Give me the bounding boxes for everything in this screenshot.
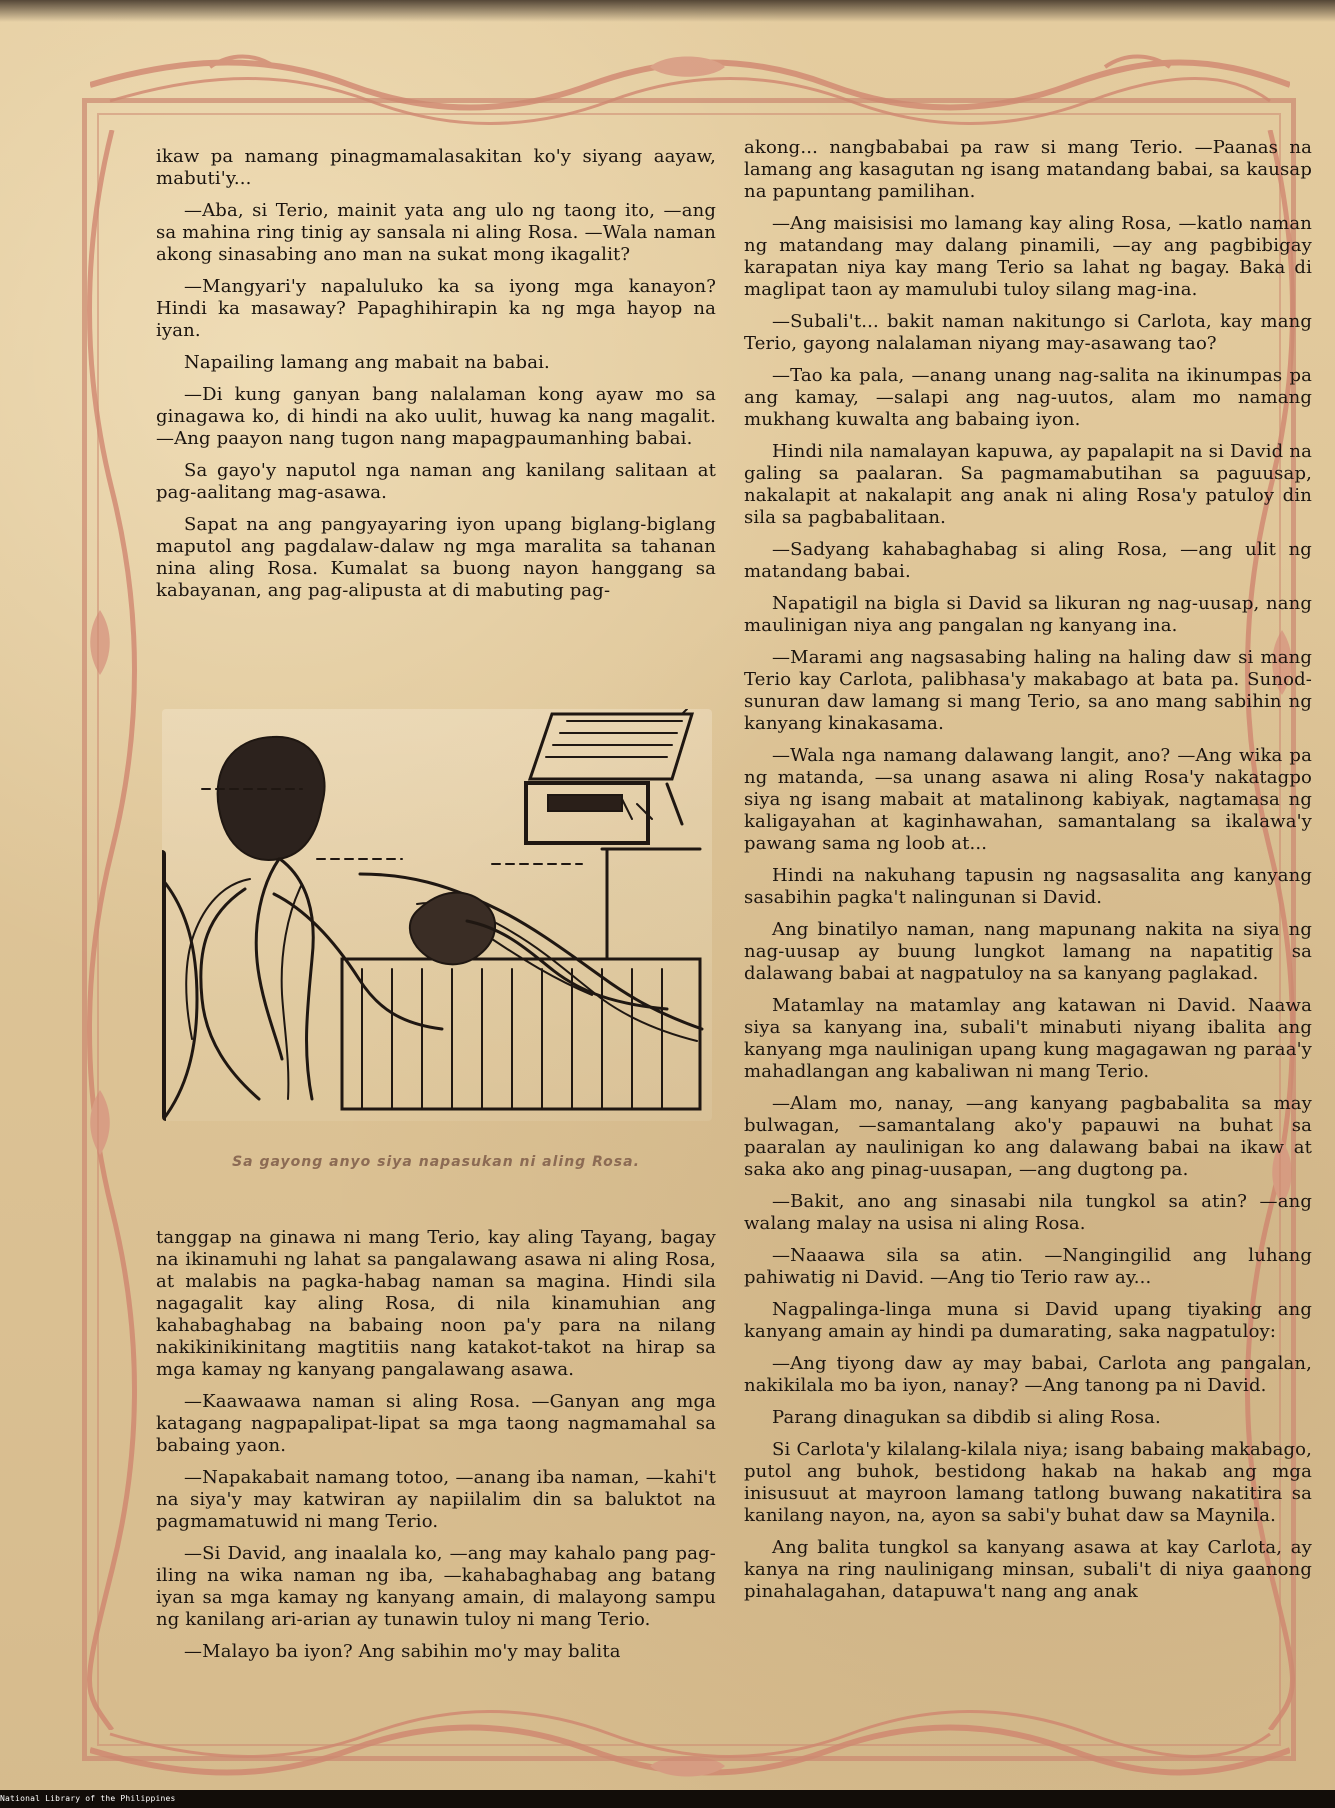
right-paragraph-6: —Sadyang kahabaghabag si aling Rosa, —ang ulit ng matandang babai. <box>744 539 1312 582</box>
left-continued-paragraph-2: —Kaawaawa naman si aling Rosa. —Ganyan ang mga katagang nagpapalipat-lipat sa mga taong nagmamahal sa babaing yaon. <box>156 1391 716 1456</box>
right-paragraph-16: Nagpalinga-linga muna si David upang tiyaking ang kanyang amain ay hindi pa dumarating, saka nagpatuloy: <box>744 1299 1312 1342</box>
right-paragraph-13: —Alam mo, nanay, —ang kanyang pagbabalita sa may bulwagan, —samantalang ako'y papauwi na buhat sa paaralan ay naulinigan ko ang dalawang babai na ikaw at saka ako ang pinag-uusapan, —ang dugtong pa. <box>744 1093 1312 1180</box>
right-paragraph-4: —Tao ka pala, —anang unang nag-salita na ikinumpas pa ang kamay, —salapi ang nag-uutos, alam mo namang mukhang kuwalta ang babaing iyon. <box>744 365 1312 430</box>
right-paragraph-10: Hindi na nakuhang tapusin ng nagsasalita ang kanyang sasabihin pagka't nalingunan si David. <box>744 865 1312 908</box>
left-continued-paragraph-3: —Napakabait namang totoo, —anang iba naman, —kahi't na siya'y may katwiran ay napiilalim din sa baluktot na pagmamatuwid ni mang Terio. <box>156 1467 716 1532</box>
right-paragraph-20: Ang balita tungkol sa kanyang asawa at kay Carlota, ay kanya na ring naulinigang minsan, subali't di niya gaanong pinahalagahan, datapuwa't nang ang anak <box>744 1537 1312 1602</box>
left-paragraph-6: Sa gayo'y naputol nga naman ang kanilang salitaan at pag-aalitang mag-asawa. <box>156 460 716 503</box>
right-paragraph-11: Ang binatilyo naman, nang mapunang nakita na siya ng nag-uusap ay buung lungkot lamang na napatitig sa dalawang babai at nagpatuloy na sa kanyang paglakad. <box>744 919 1312 984</box>
top-shadow <box>0 0 1335 22</box>
illustration-scene <box>162 709 712 1121</box>
right-column <box>744 137 1312 1613</box>
left-continued-paragraph-1: tanggap na ginawa ni mang Terio, kay aling Tayang, bagay na ikinamuhi ng lahat sa pangalawang asawa ni aling Rosa, at malabis na pagka-habag naman sa magina. Hindi sila nagagalit kay aling Rosa, di nila kinamuhian ang kahabaghabag na babaing noon pa'y para na nilang nakikinikinitang magtitiis nang katakot-takot na hirap sa mga kamay ng kanyang pangalawang asawa. <box>156 1227 716 1380</box>
right-paragraph-1: akong... nangbababai pa raw si mang Terio. —Paanas na lamang ang kasagutan ng isang matandang babai, sa kausap na papuntang pamilihan. <box>744 137 1312 202</box>
right-paragraph-2: —Ang maisisisi mo lamang kay aling Rosa, —katlo naman ng matandang may dalang pinamili, —ay ang pagbibigay karapatan niya kay mang Terio sa lahat ng bagay. Baka di maglipat taon ay mamulubi tuloy silang mag-ina. <box>744 213 1312 300</box>
right-paragraph-9: —Wala nga namang dalawang langit, ano? —Ang wika pa ng matanda, —sa unang asawa ni aling Rosa'y nakatagpo siya ng isang mabait at matalinong kabiyak, nagtamasa ng kaligayahan at kaginhawahan, samantalang sa ikalawa'y pawang sama ng loob at... <box>744 745 1312 854</box>
left-continued-paragraph-5: —Malayo ba iyon? Ang sabihin mo'y may balita <box>184 1641 621 1662</box>
right-paragraph-7: Napatigil na bigla si David sa likuran ng nag-uusap, nang maulinigan niya ang pangalan ng kanyang ina. <box>744 593 1312 636</box>
left-paragraph-1: ikaw pa namang pinagmamalasakitan ko'y siyang aayaw, mabuti'y... <box>156 146 716 189</box>
right-paragraph-17: —Ang tiyong daw ay may babai, Carlota ang pangalan, nakikilala mo ba iyon, nanay? —Ang tanong pa ni David. <box>744 1353 1312 1396</box>
left-paragraph-3: —Mangyari'y napaluluko ka sa iyong mga kanayon? Hindi ka masaway? Papaghihirapin ka ng mga hayop na iyan. <box>156 276 716 341</box>
right-paragraph-5: Hindi nila namalayan kapuwa, ay papalapit na si David na galing sa paalaran. Sa pagmamabutihan sa paguusap, nakalapit at nakalapit ang anak ni aling Rosa'y patuloy din sila sa pagbabalitaan. <box>744 441 1312 528</box>
right-paragraph-3: —Subali't... bakit naman nakitungo si Carlota, kay mang Terio, gayong nalalaman niyang may-asawang tao? <box>744 311 1312 354</box>
left-continued-paragraph-4: —Si David, ang inaalala ko, —ang may kahalo pang pag-iling na wika naman ng iba, —kahabaghabag ang batang iyan sa mga kamay ng kanyang amain, di malayong sampu ng kanilang ari-arian ay tunawin tuloy ni mang Terio. <box>156 1543 716 1630</box>
left-paragraph-7: Sapat na ang pangyayaring iyon upang biglang-biglang maputol ang pagdalaw-dalaw ng mga maralita sa tahanan nina aling Rosa. Kumalat sa buong nayon hanggang sa kabayanan, ang pag-alipusta at di mabuting pag- <box>156 514 716 601</box>
right-paragraph-18: Parang dinagukan sa dibdib si aling Rosa. <box>772 1407 1161 1428</box>
right-paragraph-19: Si Carlota'y kilalang-kilala niya; isang babaing makabago, putol ang buhok, bestidong hakab na hakab ang mga inisusuut at mayroon lamang tatlong buwang nakatitira sa kanilang nayon, na, ayon sa sabi'y buhat daw sa Maynila. <box>744 1439 1312 1526</box>
right-paragraph-14: —Bakit, ano ang sinasabi nila tungkol sa atin? —ang walang malay na usisa ni aling Rosa. <box>744 1191 1312 1234</box>
left-paragraph-4: Napailing lamang ang mabait na babai. <box>184 352 550 373</box>
left-paragraph-5: —Di kung ganyan bang nalalaman kong ayaw mo sa ginagawa ko, di hindi na ako uulit, huwag ka nang magalit. —Ang paayon nang tugon nang mapagpaumanhing babai. <box>156 384 716 449</box>
right-paragraph-8: —Marami ang nagsasabing haling na haling daw si mang Terio kay Carlota, palibhasa'y makabago at bata pa. Sunod-sunuran daw lamang si mang Terio, sa ano mang sabihin ng kanyang kinakasama. <box>744 647 1312 734</box>
bottom-shadow <box>0 1790 1335 1808</box>
right-paragraph-15: —Naaawa sila sa atin. —Nangingilid ang luhang pahiwatig ni David. —Ang tio Terio raw ay... <box>744 1245 1312 1288</box>
right-paragraph-12: Matamlay na matamlay ang katawan ni David. Naawa siya sa kanyang ina, subali't minabuti niyang ibalita ang kanyang mga naulinigan upang kung magagawan ng paraa'y mahadlangan ang kabaliwan ni mang Terio. <box>744 995 1312 1082</box>
left-paragraph-2: —Aba, si Terio, mainit yata ang ulo ng taong ito, —ang sa mahina ring tinig ay sansala ni aling Rosa. —Wala naman akong sinasabing ano man na sukat mong ikagalit? <box>156 200 716 265</box>
story-illustration <box>162 709 712 1121</box>
left-column-top <box>156 146 716 612</box>
left-column-bottom <box>156 1227 716 1673</box>
illustration-caption: Sa gayong anyo siya napasukan ni aling Rosa. <box>232 1154 640 1170</box>
footer-credit: National Library of the Philippines <box>0 1794 176 1803</box>
